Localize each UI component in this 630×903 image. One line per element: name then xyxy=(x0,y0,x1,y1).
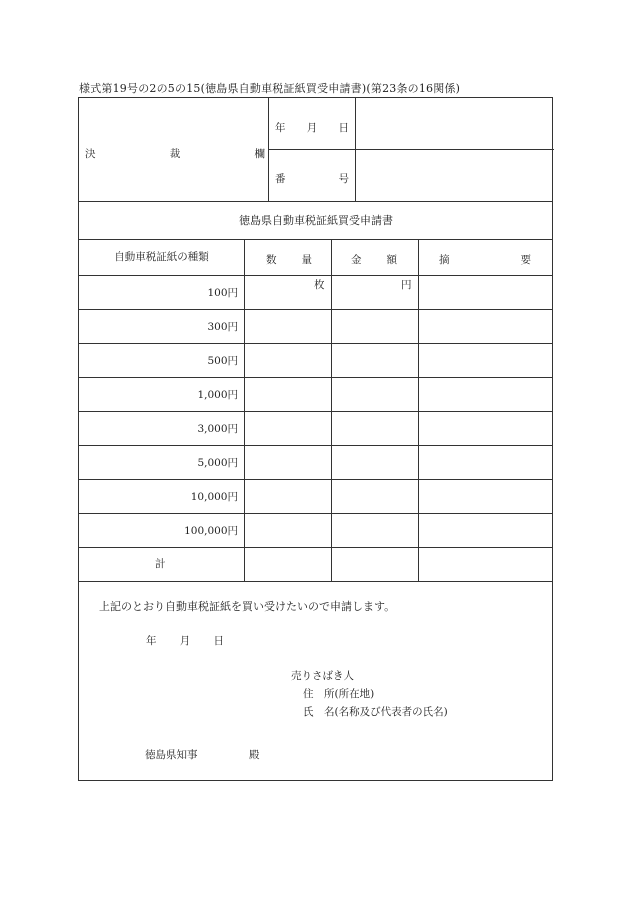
application-date-char-1: 月 xyxy=(179,635,191,647)
table-row xyxy=(79,275,553,309)
unit-sheets: 枚 xyxy=(314,279,325,291)
denomination-label: 300円 xyxy=(207,321,238,333)
governor-addressee: 徳島県知事 xyxy=(145,749,198,761)
header-quantity-char-1: 量 xyxy=(301,254,312,266)
header-amount-char-1: 額 xyxy=(386,254,397,266)
form-title: 徳島県自動車税証紙買受申請書 xyxy=(239,214,393,227)
application-date-char-2: 日 xyxy=(213,635,224,647)
table-row xyxy=(79,377,553,411)
address-label: 住 所(所在地) xyxy=(303,688,375,700)
header-remarks-char-0: 摘 xyxy=(439,254,450,266)
application-date-char-0: 年 xyxy=(146,635,157,647)
denomination-label: 5,000円 xyxy=(197,457,238,469)
header-amount xyxy=(351,252,397,267)
header-quantity-char-0: 数 xyxy=(266,254,277,266)
name-label: 氏 名(名称及び代表者の氏名) xyxy=(303,706,448,718)
form-caption: 様式第19号の2の5の15(徳島県自動車税証紙買受申請書)(第23条の16関係) xyxy=(79,82,461,95)
header-remarks xyxy=(439,252,531,267)
application-date xyxy=(146,633,224,648)
approval-bottom-rule xyxy=(79,201,553,202)
denomination-label: 1,000円 xyxy=(197,389,238,401)
approval-date-char-2: 日 xyxy=(338,122,349,134)
header-quantity xyxy=(266,252,312,267)
approval-label-char-1: 裁 xyxy=(169,148,181,160)
approval-label-char-0: 決 xyxy=(85,148,96,160)
seller-label: 売りさばき人 xyxy=(291,670,354,682)
honorific: 殿 xyxy=(249,749,260,761)
approval-number xyxy=(275,171,349,186)
approval-date-char-0: 年 xyxy=(275,122,286,134)
application-statement: 上記のとおり自動車税証紙を買い受けたいので申請します。 xyxy=(99,600,396,613)
table-row xyxy=(79,343,553,377)
denomination-label: 500円 xyxy=(207,355,238,367)
approval-number-char-1: 号 xyxy=(338,173,349,185)
header-amount-char-0: 金 xyxy=(351,254,362,266)
approval-label-char-2: 欄 xyxy=(254,148,265,160)
application-form xyxy=(78,97,553,781)
denomination-label: 100,000円 xyxy=(184,525,238,537)
unit-yen: 円 xyxy=(401,279,412,291)
table-bottom-rule xyxy=(79,581,553,582)
table-row xyxy=(79,309,553,343)
table-row xyxy=(79,513,553,547)
total-row xyxy=(79,547,553,581)
approval-row-divider xyxy=(268,149,554,150)
denomination-table xyxy=(79,239,553,581)
table-row xyxy=(79,479,553,513)
denomination-label: 100円 xyxy=(207,287,238,299)
header-remarks-char-1: 要 xyxy=(520,254,531,266)
total-label: 計 xyxy=(155,558,166,570)
approval-date xyxy=(275,120,349,135)
denomination-label: 10,000円 xyxy=(190,491,238,503)
approval-number-char-0: 番 xyxy=(275,173,286,185)
approval-date-char-1: 月 xyxy=(306,122,318,134)
header-type: 自動車税証紙の種類 xyxy=(114,251,209,263)
denomination-label: 3,000円 xyxy=(197,423,238,435)
approval-label xyxy=(85,146,265,160)
table-row xyxy=(79,411,553,445)
table-row xyxy=(79,445,553,479)
